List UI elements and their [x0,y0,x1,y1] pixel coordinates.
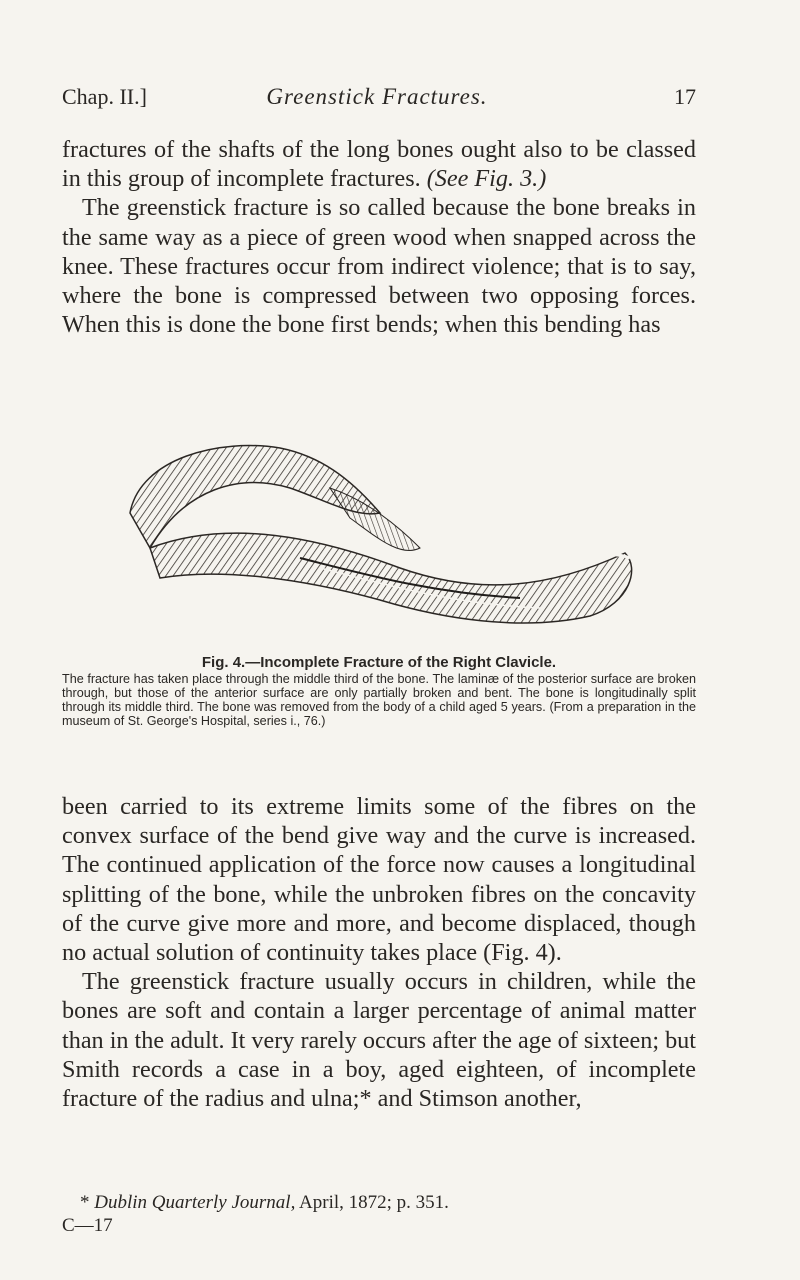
figure-caption: The fracture has taken place through the middle third of the bone. The laminæ of the posterior surface are broken through, but those of the anterior surface are only partially broken and bent. The bone is longitudinally split through its middle third. The bone was removed from the body of a child aged 5 years. (From a preparation in the museum of St. George's Hospital, series i., 76.) [62,672,696,728]
figure-title: Fig. 4.—Incomplete Fracture of the Right Clavicle. [201,654,557,671]
signature-mark: C—17 [62,1215,113,1236]
chapter-label: Chap. II.] [62,84,147,109]
text-block-bottom [62,792,696,1113]
paragraph-greenstick-definition: The greenstick fracture is so called because the bone breaks in the same way as a piece of green wood when snapped across the knee. These fractures occur from indirect violence; that is to say, where the bone is compressed between two opposing forces. When this is done the bone first bends; when this bending has [62,194,696,339]
text-block-top [62,135,696,339]
footnote-journal: Dublin Quarterly Journal, [94,1192,296,1213]
footnote-details: April, 1872; p. 351. [299,1192,449,1213]
footnote-marker: * [80,1192,90,1213]
paragraph-continuation: fractures of the shafts of the long bones ought also to be classed in this group of incomplete fractures. (See Fig. 3.) [62,136,696,193]
clavicle-fracture-illustration [100,418,660,643]
paragraph-mechanism: been carried to its extreme limits some of the fibres on the convex surface of the bend give way and the curve is increased. The continued application of the force now causes a longitudinal splitting of the bone, while the unbroken fibres on the concavity of the curve give more and more, and become displaced, though no actual solution of continuity takes place (Fig. 4). [62,793,696,967]
footnote [80,1192,700,1214]
see-figure-ref: (See Fig. 3.) [426,165,547,193]
page-number: 17 [674,84,696,109]
running-title: Greenstick Fractures. [266,84,488,109]
running-header [62,84,696,118]
paragraph-age-incidence: The greenstick fracture usually occurs in children, while the bones are soft and contain a larger percentage of animal matter than in the adult. It very rarely occurs after the age of sixteen; but Smith records a case in a boy, aged eighteen, of incomplete fracture of the radius and ulna;* and Stimson another, [62,968,697,1113]
